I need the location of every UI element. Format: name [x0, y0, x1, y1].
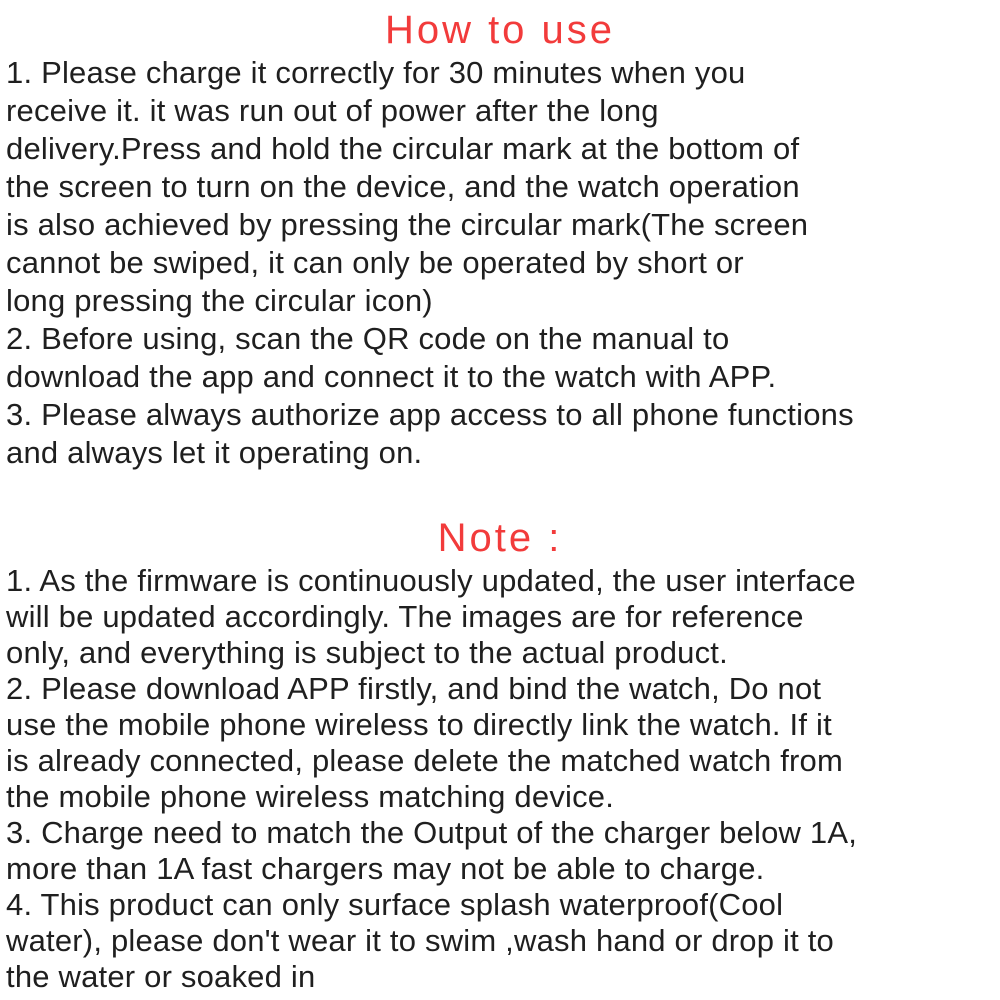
how-to-use-line: 1. Please charge it correctly for 30 minutes when you [6, 55, 746, 90]
how-to-use-heading: How to use [384, 8, 616, 52]
how-to-use-line: delivery.Press and hold the circular mark at the bottom of [6, 131, 800, 166]
note-line: the water or soaked in [6, 959, 316, 994]
note-line: is already connected, please delete the matched watch from [6, 743, 844, 778]
how-to-use-line: 2. Before using, scan the QR code on the manual to [6, 321, 730, 356]
how-to-use-line: is also achieved by pressing the circular mark(The screen [6, 207, 809, 242]
note-line: more than 1A fast chargers may not be able to charge. [6, 851, 765, 886]
note-line: will be updated accordingly. The images are for reference [6, 599, 804, 634]
note-line: 3. Charge need to match the Output of the charger below 1A, [6, 815, 858, 850]
note-heading: Note : [437, 516, 563, 560]
note-section [0, 563, 1000, 995]
how-to-use-line: the screen to turn on the device, and the watch operation [6, 169, 800, 204]
how-to-use-line: download the app and connect it to the watch with APP. [6, 359, 777, 394]
how-to-use-line: long pressing the circular icon) [6, 283, 433, 318]
how-to-use-section [0, 54, 1000, 472]
how-to-use-line: cannot be swiped, it can only be operated by short or [6, 245, 744, 280]
how-to-use-line: 3. Please always authorize app access to all phone functions [6, 397, 854, 432]
note-line: the mobile phone wireless matching device. [6, 779, 615, 814]
note-line: use the mobile phone wireless to directly link the watch. If it [6, 707, 832, 742]
note-line: only, and everything is subject to the actual product. [6, 635, 728, 670]
note-line: 1. As the firmware is continuously updated, the user interface [6, 563, 856, 598]
note-line: 2. Please download APP firstly, and bind the watch, Do not [6, 671, 822, 706]
note-line: water), please don't wear it to swim ,wash hand or drop it to [6, 923, 834, 958]
how-to-use-line: and always let it operating on. [6, 435, 423, 470]
how-to-use-line: receive it. it was run out of power after the long [6, 93, 659, 128]
note-line: 4. This product can only surface splash waterproof(Cool [6, 887, 784, 922]
